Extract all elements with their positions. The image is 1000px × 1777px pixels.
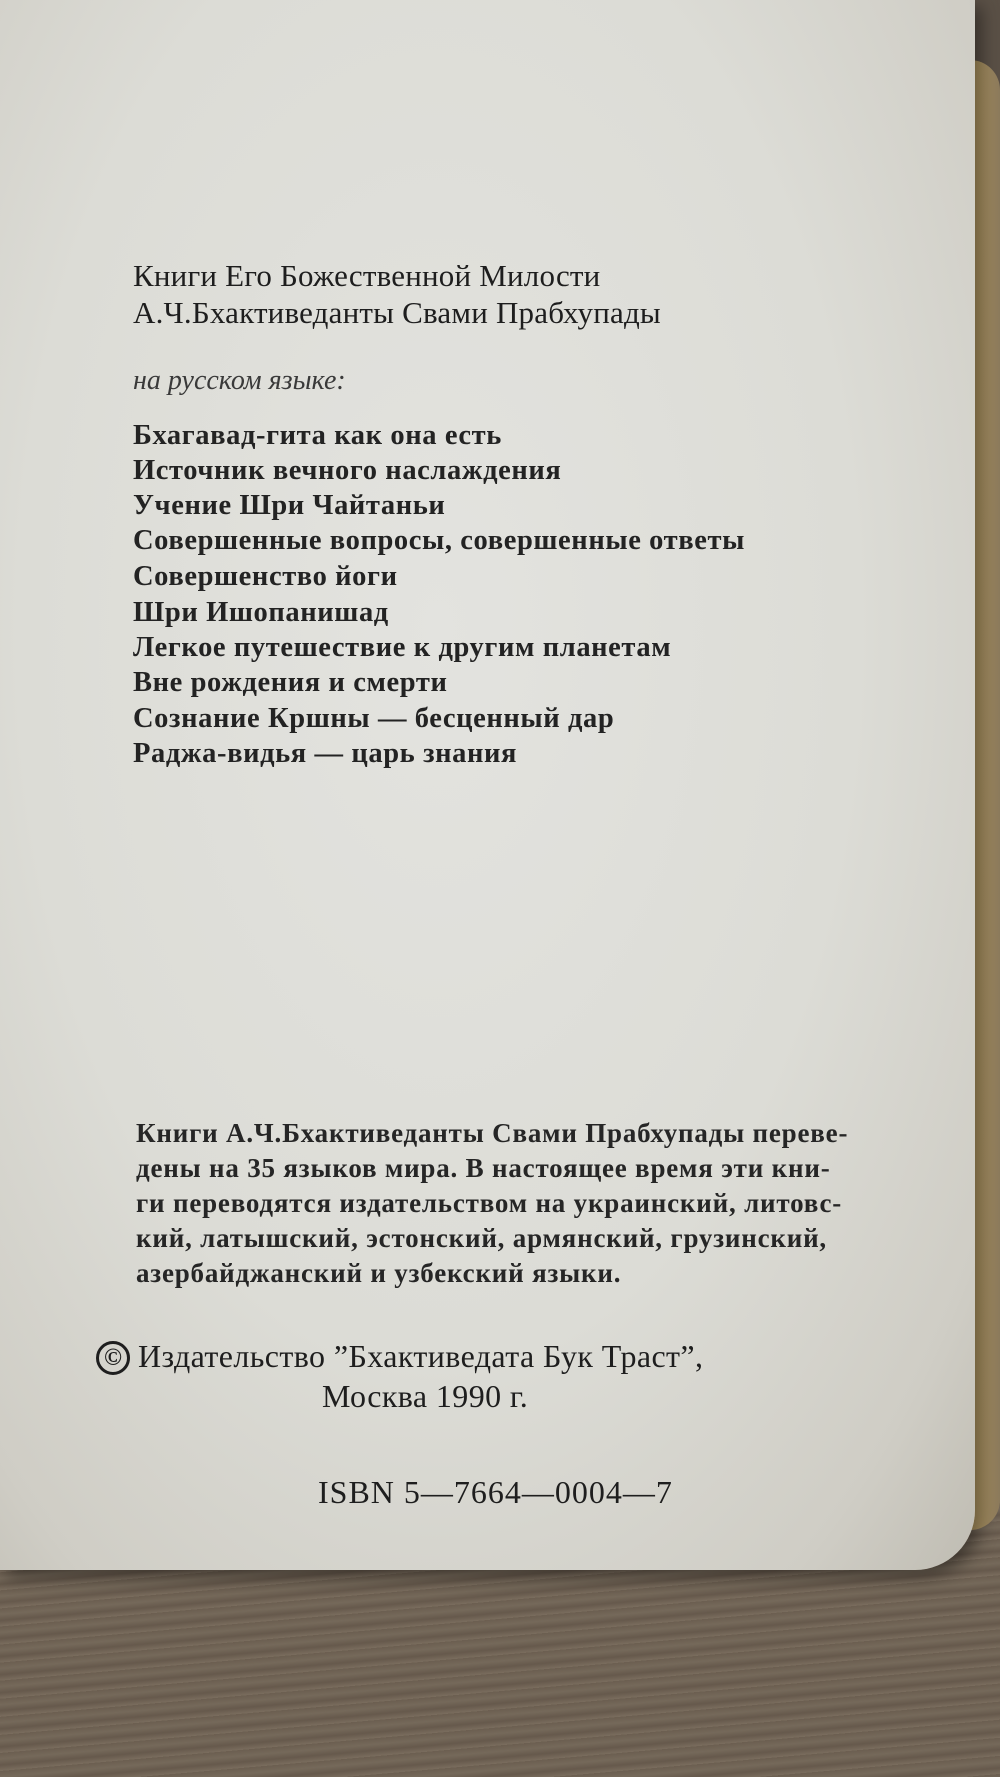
book-title: Раджа-видья — царь знания <box>133 738 518 769</box>
book-title: Вне рождения и смерти <box>133 667 448 698</box>
isbn: ISBN 5—7664—0004—7 <box>318 1474 673 1510</box>
book-title: Сознание Кршны — бесценный дар <box>133 703 615 734</box>
city-year: Москва 1990 г. <box>322 1378 529 1414</box>
book-title: Легкое путешествие к другим планетам <box>133 632 672 663</box>
copyright-icon: © <box>96 1341 130 1375</box>
paragraph-line: кий, латышский, эстонский, армянский, грузинский, <box>136 1223 827 1253</box>
paragraph-line: ги переводятся издательством на украинский, литовс- <box>136 1188 843 1218</box>
book-title: Шри Ишопанишад <box>133 597 389 628</box>
paragraph-line: Книги А.Ч.Бхактиведанты Свами Прабхупады переве- <box>136 1118 849 1148</box>
language-label: на русском языке: <box>133 365 346 396</box>
book-title: Бхагавад-гита как она есть <box>133 420 502 451</box>
book-title: Совершенные вопросы, совершенные ответы <box>133 525 745 556</box>
paragraph-line: азербайджанский и узбекский языки. <box>136 1258 622 1288</box>
paragraph-line: дены на 35 языков мира. В настоящее время эти кни- <box>136 1153 831 1183</box>
publisher-line: Издательство ”Бхактиведата Бук Траст”, <box>138 1338 704 1374</box>
header-line-2: А.Ч.Бхактиведанты Свами Прабхупады <box>133 295 661 330</box>
book-title: Совершенство йоги <box>133 561 398 592</box>
header-line-1: Книги Его Божественной Милости <box>133 258 601 293</box>
book-title: Источник вечного наслаждения <box>133 455 562 486</box>
book-title: Учение Шри Чайтаньи <box>133 490 446 521</box>
